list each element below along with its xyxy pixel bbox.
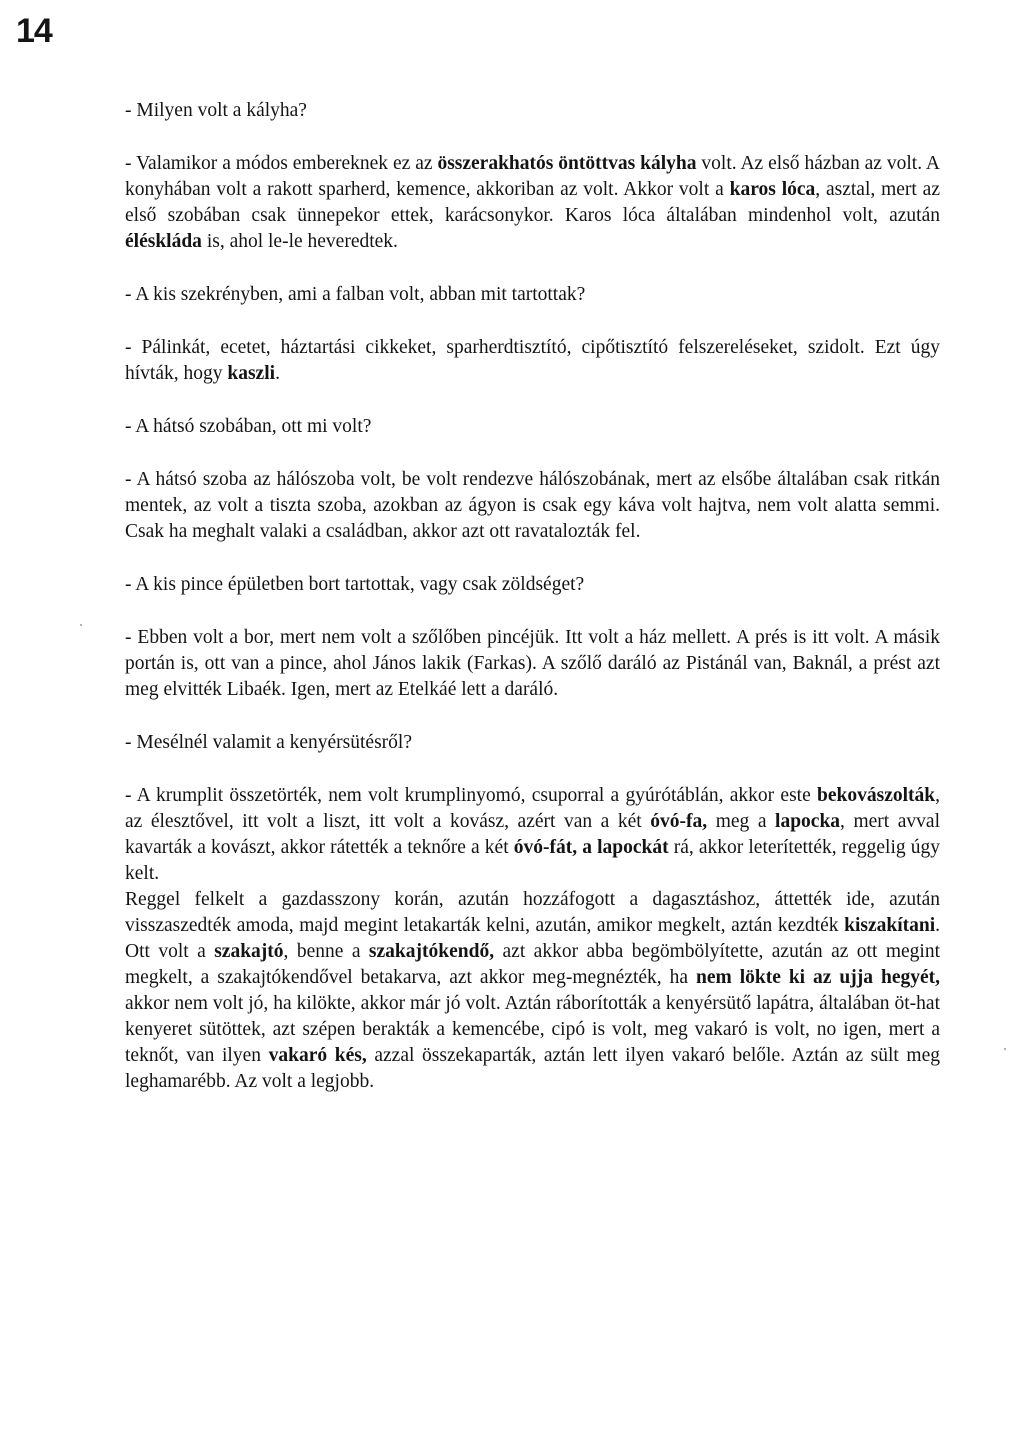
text-run: Reggel felkelt a gazdasszony korán, azután hozzáfogott a dagasztáshoz, áttették ide, azután visszaszedték amoda, majd megint letakarták kelni, azután, amikor megkelt, aztán kezdték [125,889,940,936]
bold-term: kaszli [227,363,276,384]
text-run: , asztal, mert az első szobában csak ünnepekor ettek, karácsonykor. Karos lóca általában mindenhol volt, azután [125,179,940,226]
question-paragraph [125,414,940,440]
answer-paragraph [125,467,940,545]
scan-speck [1004,1048,1006,1050]
answer-paragraph [125,887,940,1095]
text-run: , mert avval kavarták a kovászt, akkor rátették a teknőre a két [125,811,940,858]
bold-term: kiszakítani [844,915,936,936]
text-run: akkor nem volt jó, ha kilökte, akkor már jó volt. Aztán ráborították a kenyérsütő lapátra, általában öt-hat kenyeret sütöttek, azt szépen berakták a kemencébe, cipó is volt, meg vakaró is volt, no igen, mert a teknőt, van ilyen [125,993,940,1066]
answer-paragraph [125,625,940,703]
text-run: , az élesztővel, itt volt a liszt, itt volt a kovász, azért van a két [125,785,940,832]
text-run: - Pálinkát, ecetet, háztartási cikkeket, sparherdtisztító, cipőtisztító felszereléseket, szidolt. Ezt úgy hívták, hogy [125,337,940,384]
interview-text [125,98,940,1122]
question-paragraph [125,572,940,598]
text-run: . [275,363,280,384]
text-run: - Milyen volt a kályha? [125,100,307,121]
text-run: is, ahol le-le heveredtek. [201,231,398,252]
text-run: - A kis szekrényben, ami a falban volt, abban mit tartottak? [125,284,586,305]
text-run: - A hátsó szobában, ott mi volt? [125,416,372,437]
text-run: - Valamikor a módos embereknek ez az [125,153,438,174]
text-run: - A hátsó szoba az hálószoba volt, be volt rendezve hálószobának, mert az elsőbe általában csak ritkán mentek, az volt a tiszta szoba, azokban az ágyon is csak egy káva volt hajtva, nem volt alatta semmi. Csak ha meghalt valaki a családban, akkor azt ott ravatalozták fel. [125,469,940,542]
text-run: meg a [707,811,776,832]
question-paragraph [125,98,940,124]
bold-term: összerakhatós öntöttvas kályha [437,153,697,174]
bold-term: éléskláda [125,231,202,252]
bold-term: karos lóca [729,179,816,200]
text-run: volt. Az első házban az volt. A konyhában volt a rakott sparherd, kemence, akkoriban az volt. Akkor volt a [125,153,941,200]
answer-paragraph [125,335,940,387]
text-run: - Mesélnél valamit a kenyérsütésről? [125,732,412,753]
bold-term: lapocka [775,811,841,832]
text-run: azt akkor abba begömbölyítette, azután az ott megint megkelt, a szakajtókendővel betakarva, azt akkor meg-megnézték, ha [125,941,940,988]
text-run: rá, akkor leterítették, reggelig úgy kelt. [125,837,940,884]
text-run: - A krumplit összetörték, nem volt krumplinyomó, csuporral a gyúrótáblán, akkor este [125,785,818,806]
bold-term: óvó-fa, [650,811,708,832]
question-paragraph [125,282,940,308]
bold-term: szakajtókendő, [368,941,495,962]
answer-paragraph [125,151,940,255]
question-paragraph [125,730,940,756]
text-run: - A kis pince épületben bort tartottak, vagy csak zöldséget? [125,574,585,595]
bold-term: vakaró kés, [268,1045,367,1066]
text-run: - Ebben volt a bor, mert nem volt a szőlőben pincéjük. Itt volt a ház mellett. A prés is itt volt. A másik portán is, ott van a pince, ahol János lakik (Farkas). A szőlő daráló az Pistánál van, Baknál, a prést azt meg elvitték Libaék. Igen, mert az Etelkáé lett a daráló. [125,627,940,700]
bold-term: bekovászolták [817,785,936,806]
bold-term: óvó-fát, a lapockát [513,837,669,858]
text-run: azzal összekaparták, aztán lett ilyen vakaró belőle. Aztán az sült meg leghamarébb. Az volt a legjobb. [125,1045,940,1092]
bold-term: szakajtó [214,941,284,962]
text-run: . Ott volt a [125,915,940,962]
page-number: 14 [16,12,52,50]
answer-paragraph [125,783,940,887]
text-run: , benne a [283,941,369,962]
scan-speck [80,624,82,626]
bold-term: nem lökte ki az ujja hegyét, [696,967,940,988]
